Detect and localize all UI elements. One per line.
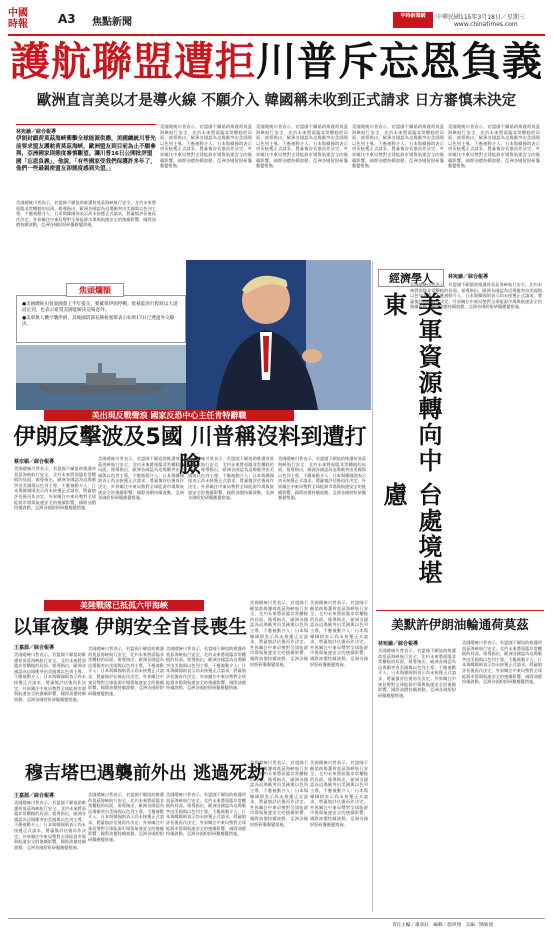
- section-name: 焦點新聞: [92, 17, 132, 28]
- iran-kicker: 美出現反戰聲浪 國家反恐中心主任肯特辭職: [44, 410, 294, 421]
- israel-headline: 以軍夜襲 伊朗安全首長喪生: [12, 616, 248, 638]
- section-code: A3: [58, 12, 76, 26]
- strait-col-1: 美國總統川普表示，若盟國不願協助維護荷莫茲海峽航行安全，北約未來將面臨非常糟糕的局面。報導指出，歐洲各國認為這場衝突由美國與以色列主導，不應被動介入；日本與韓國則表示尚未接獲正式請求，將審慎評估後再作決定。外界關注中東局勢對全球能源市場與航運安全的後續影響，國際油價持續波動，亞洲各國紛紛研擬應變措施。: [14, 800, 86, 850]
- logo-line-1: 中國: [8, 8, 28, 19]
- iran-author: 蔡宗穎／綜合報導: [14, 459, 55, 465]
- strait-col-3: 美國總統川普表示，若盟國不願協助維護荷莫茲海峽航行安全，北約未來將面臨非常糟糕的局面。報導指出，歐洲各國認為這場衝突由美國與以色列主導，不應被動介入；日本與韓國則表示尚未接獲正式請求，將審慎評估後再作決定。外界關注中東局勢對全球能源市場與航運安全的後續影響，國際油價持續波動，亞洲各國紛紛研擬應變措施。: [166, 792, 246, 837]
- sidebar-title: 焦頭爛額: [66, 283, 124, 297]
- page-url: www.chinatimes.com: [454, 21, 518, 28]
- main-author: 林宛諭／綜合報導: [16, 129, 57, 135]
- iran-headline: 伊朗反擊波及5國 川普稱沒料到遭打臉: [13, 425, 367, 478]
- main-body-col-3: 美國總統川普表示，若盟國不願協助維護荷莫茲海峽航行安全，北約未來將面臨非常糟糕的局面。報導指出，歐洲各國認為這場衝突由美國與以色列主導，不應被動介入；日本與韓國則表示尚未接獲正式請求，將審慎評估後再作決定。外界關注中東局勢對全球能源市場與航運安全的後續影響，國際油價持續波動，亞洲各國紛紛研擬應變措施。: [256, 124, 348, 169]
- column-title: 經濟學人: [378, 269, 444, 287]
- column-author: 林宛諭／綜合報導: [448, 274, 489, 280]
- headline-red-part: 護航聯盟遭拒: [10, 39, 256, 85]
- small-logo: 中時新聞網: [393, 12, 433, 28]
- iran-col-4: 美國總統川普表示，若盟國不願協助維護荷莫茲海峽航行安全，北約未來將面臨非常糟糕的局面。報導指出，歐洲各國認為這場衝突由美國與以色列主導，不應被動介入；日本與韓國則表示尚未接獲正式請求，將審慎評估後再作決定。外界關注中東局勢對全球能源市場與航運安全的後續影響，國際油價持續波動，亞洲各國紛紛研擬應變措施。: [278, 456, 366, 501]
- warship-photo: [16, 345, 186, 410]
- right-column-divider: [372, 262, 373, 912]
- main-body-col-2: 美國總統川普表示，若盟國不願協助維護荷莫茲海峽航行安全，北約未來將面臨非常糟糕的局面。報導指出，歐洲各國認為這場衝突由美國與以色列主導，不應被動介入；日本與韓國則表示尚未接獲正式請求，將審慎評估後再作決定。外界關注中東局勢對全球能源市場與航運安全的後續影響，國際油價持續波動，亞洲各國紛紛研擬應變措施。: [160, 124, 252, 169]
- israel-kicker: 美陸戰隊已抵孤六甲海峽: [44, 600, 204, 611]
- president-illustration: [186, 260, 371, 410]
- sidebar-box: [16, 295, 186, 343]
- main-body-col-5: 美國總統川普表示，若盟國不願協助維護荷莫茲海峽航行安全，北約未來將面臨非常糟糕的局面。報導指出，歐洲各國認為這場衝突由美國與以色列主導，不應被動介入；日本與韓國則表示尚未接獲正式請求，將審慎評估後再作決定。外界關注中東局勢對全球能源市場與航運安全的後續影響，國際油價持續波動，亞洲各國紛紛研擬應變措施。: [448, 124, 540, 169]
- column-vertical-headline-2: 台處境堪慮: [379, 482, 442, 586]
- main-subhead: 歐洲直言美以才是導火線 不願介入 韓國稱未收到正式請求 日方審慎未決定: [36, 93, 517, 109]
- israel-col-2: 美國總統川普表示，若盟國不願協助維護荷莫茲海峽航行安全，北約未來將面臨非常糟糕的局面。報導指出，歐洲各國認為這場衝突由美國與以色列主導，不應被動介入；日本與韓國則表示尚未接獲正式請求，將審慎評估後再作決定。外界關注中東局勢對全球能源市場與航運安全的後續影響，國際油價持續波動，亞洲各國紛紛研擬應變措施。: [88, 646, 164, 696]
- main-body-col-1: 美國總統川普表示，若盟國不願協助維護荷莫茲海峽航行安全，北約未來將面臨非常糟糕的局面。報導指出，歐洲各國認為這場衝突由美國與以色列主導，不應被動介入；日本與韓國則表示尚未接獲正式請求，將審慎評估後再作決定。外界關注中東局勢對全球能源市場與航運安全的後續影響，國際油價持續波動，亞洲各國紛紛研擬應變措施。: [16, 200, 156, 228]
- israel-col-3: 美國總統川普表示，若盟國不願協助維護荷莫茲海峽航行安全，北約未來將面臨非常糟糕的局面。報導指出，歐洲各國認為這場衝突由美國與以色列主導，不應被動介入；日本與韓國則表示尚未接獲正式請求，將審慎評估後再作決定。外界關注中東局勢對全球能源市場與航運安全的後續影響，國際油價持續波動，亞洲各國紛紛研擬應變措施。: [166, 646, 246, 691]
- israel-col-5: 美國總統川普表示，若盟國不願協助維護荷莫茲海峽航行安全，北約未來將面臨非常糟糕的局面。報導指出，歐洲各國認為這場衝突由美國與以色列主導，不應被動介入；日本與韓國則表示尚未接獲正式請求，將審慎評估後再作決定。外界關注中東局勢對全球能源市場與航運安全的後續影響，國際油價持續波動，亞洲各國紛紛研擬應變措施。: [310, 600, 368, 667]
- iran-col-1: 美國總統川普表示，若盟國不願協助維護荷莫茲海峽航行安全，北約未來將面臨非常糟糕的局面。報導指出，歐洲各國認為這場衝突由美國與以色列主導，不應被動介入；日本與韓國則表示尚未接獲正式請求，將審慎評估後再作決定。外界關注中東局勢對全球能源市場與航運安全的後續影響，國際油價持續波動，亞洲各國紛紛研擬應變措施。: [14, 466, 96, 511]
- page-date: 中華民國115年3月18日／星期三: [436, 14, 525, 21]
- footer-rule: [8, 918, 545, 919]
- israel-col-1: 美國總統川普表示，若盟國不願協助維護荷莫茲海峽航行安全，北約未來將面臨非常糟糕的局面。報導指出，歐洲各國認為這場衝突由美國與以色列主導，不應被動介入；日本與韓國則表示尚未接獲正式請求，將審慎評估後再作決定。外界關注中東局勢對全球能源市場與航運安全的後續影響，國際油價持續波動，亞洲各國紛紛研擬應變措施。: [14, 652, 86, 702]
- israel-col-4: 美國總統川普表示，若盟國不願協助維護荷莫茲海峽航行安全，北約未來將面臨非常糟糕的局面。報導指出，歐洲各國認為這場衝突由美國與以色列主導，不應被動介入；日本與韓國則表示尚未接獲正式請求，將審慎評估後再作決定。外界關注中東局勢對全球能源市場與航運安全的後續影響，國際油價持續波動，亞洲各國紛紛研擬應變措施。: [250, 600, 308, 667]
- footer-credits: 責任主編／蕭承鈺 編輯／施瑋翔 美編／陳敏捷: [392, 923, 494, 928]
- warship-illustration: [16, 345, 186, 410]
- sidebar-bullet-2: ●美軍無人機空襲伊朗，其後國防部長赫格塞斯表示如果17日已透過外交解決。: [22, 316, 175, 327]
- oil-author: 林宛諭／綜合報導: [378, 641, 419, 647]
- strait-col-2: 美國總統川普表示，若盟國不願協助維護荷莫茲海峽航行安全，北約未來將面臨非常糟糕的局面。報導指出，歐洲各國認為這場衝突由美國與以色列主導，不應被動介入；日本與韓國則表示尚未接獲正式請求，將審慎評估後再作決定。外界關注中東局勢對全球能源市場與航運安全的後續影響，國際油價持續波動，亞洲各國紛紛研擬應變措施。: [88, 792, 164, 842]
- strait-author: 王嘉源／綜合報導: [14, 793, 55, 799]
- iran-col-2: 美國總統川普表示，若盟國不願協助維護荷莫茲海峽航行安全，北約未來將面臨非常糟糕的局面。報導指出，歐洲各國認為這場衝突由美國與以色列主導，不應被動介入；日本與韓國則表示尚未接獲正式請求，將審慎評估後再作決定。外界關注中東局勢對全球能源市場與航運安全的後續影響，國際油價持續波動，亞洲各國紛紛研擬應變措施。: [98, 456, 184, 501]
- headline-black-part: 川普斥忘恩負義: [256, 39, 543, 85]
- column-body: 美國總統川普表示，若盟國不願協助維護荷莫茲海峽航行安全，北約未來將面臨非常糟糕的局面。報導指出，歐洲各國認為這場衝突由美國與以色列主導，不應被動介入；日本與韓國則表示尚未接獲正式請求，將審慎評估後再作決定。外界關注中東局勢對全球能源市場與航運安全的後續影響，國際油價持續波動，亞洲各國紛紛研擬應變措施。: [410, 282, 542, 310]
- oil-col-1: 美國總統川普表示，若盟國不願協助維護荷莫茲海峽航行安全，北約未來將面臨非常糟糕的局面。報導指出，歐洲各國認為這場衝突由美國與以色列主導，不應被動介入；日本與韓國則表示尚未接獲正式請求，將審慎評估後再作決定。外界關注中東局勢對全球能源市場與航運安全的後續影響，國際油價持續波動，亞洲各國紛紛研擬應變措施。: [378, 648, 456, 698]
- main-headline: [0, 36, 553, 88]
- sidebar-bullet-1: ●美國總統川普說國會上半年提交，要確保伊朗停戰，批核能的行程將以大道而定到，也表示希望美國能解決這場意外。: [22, 302, 178, 313]
- oil-col-2: 美國總統川普表示，若盟國不願協助維護荷莫茲海峽航行安全，北約未來將面臨非常糟糕的局面。報導指出，歐洲各國認為這場衝突由美國與以色列主導，不應被動介入；日本與韓國則表示尚未接獲正式請求，將審慎評估後再作決定。外界關注中東局勢對全球能源市場與航運安全的後續影響，國際油價持續波動，亞洲各國紛紛研擬應變措施。: [462, 640, 542, 685]
- newspaper-logo: [8, 8, 42, 34]
- iran-col-3: 美國總統川普表示，若盟國不願協助維護荷莫茲海峽航行安全，北約未來將面臨非常糟糕的局面。報導指出，歐洲各國認為這場衝突由美國與以色列主導，不應被動介入；日本與韓國則表示尚未接獲正式請求，將審慎評估後再作決定。外界關注中東局勢對全球能源市場與航運安全的後續影響，國際油價持續波動，亞洲各國紛紛研擬應變措施。: [188, 456, 274, 501]
- logo-line-2: 時報: [8, 19, 28, 30]
- column-vertical-headline-1: 美軍資源轉向中東: [379, 292, 442, 474]
- strait-headline: 穆吉塔巴遇襲前外出 逃過死劫: [24, 763, 266, 784]
- president-photo: [186, 260, 371, 410]
- strait-col-5: 美國總統川普表示，若盟國不願協助維護荷莫茲海峽航行安全，北約未來將面臨非常糟糕的局面。報導指出，歐洲各國認為這場衝突由美國與以色列主導，不應被動介入；日本與韓國則表示尚未接獲正式請求，將審慎評估後再作決定。外界關注中東局勢對全球能源市場與航運安全的後續影響，國際油價持續波動，亞洲各國紛紛研擬應變措施。: [310, 760, 368, 827]
- main-lede: 伊朗封鎖荷莫茲海峽衝擊全球能源供應，美國總統川普先前要求盟友護航荷莫茲海峽，歐洲盟友到目前為止不願參與，亞洲國家則態度審慎觀望。讓川普16日公開批評盟國「忘恩負義」，他說，「有些國家受我們保護許多年了，他們一些最親密盟友卻態度感到失望。」: [16, 136, 156, 173]
- main-body-col-4: 美國總統川普表示，若盟國不願協助維護荷莫茲海峽航行安全，北約未來將面臨非常糟糕的局面。報導指出，歐洲各國認為這場衝突由美國與以色列主導，不應被動介入；日本與韓國則表示尚未接獲正式請求，將審慎評估後再作決定。外界關注中東局勢對全球能源市場與航運安全的後續影響，國際油價持續波動，亞洲各國紛紛研擬應變措施。: [352, 124, 444, 169]
- oil-headline: 美默許伊朗油輪通荷莫茲: [391, 617, 529, 632]
- lede-rule: [16, 124, 156, 125]
- oil-rule: [376, 610, 544, 611]
- israel-author: 王嘉源／綜合報導: [14, 645, 55, 651]
- strait-col-4: 美國總統川普表示，若盟國不願協助維護荷莫茲海峽航行安全，北約未來將面臨非常糟糕的局面。報導指出，歐洲各國認為這場衝突由美國與以色列主導，不應被動介入；日本與韓國則表示尚未接獲正式請求，將審慎評估後再作決定。外界關注中東局勢對全球能源市場與航運安全的後續影響，國際油價持續波動，亞洲各國紛紛研擬應變措施。: [250, 760, 308, 827]
